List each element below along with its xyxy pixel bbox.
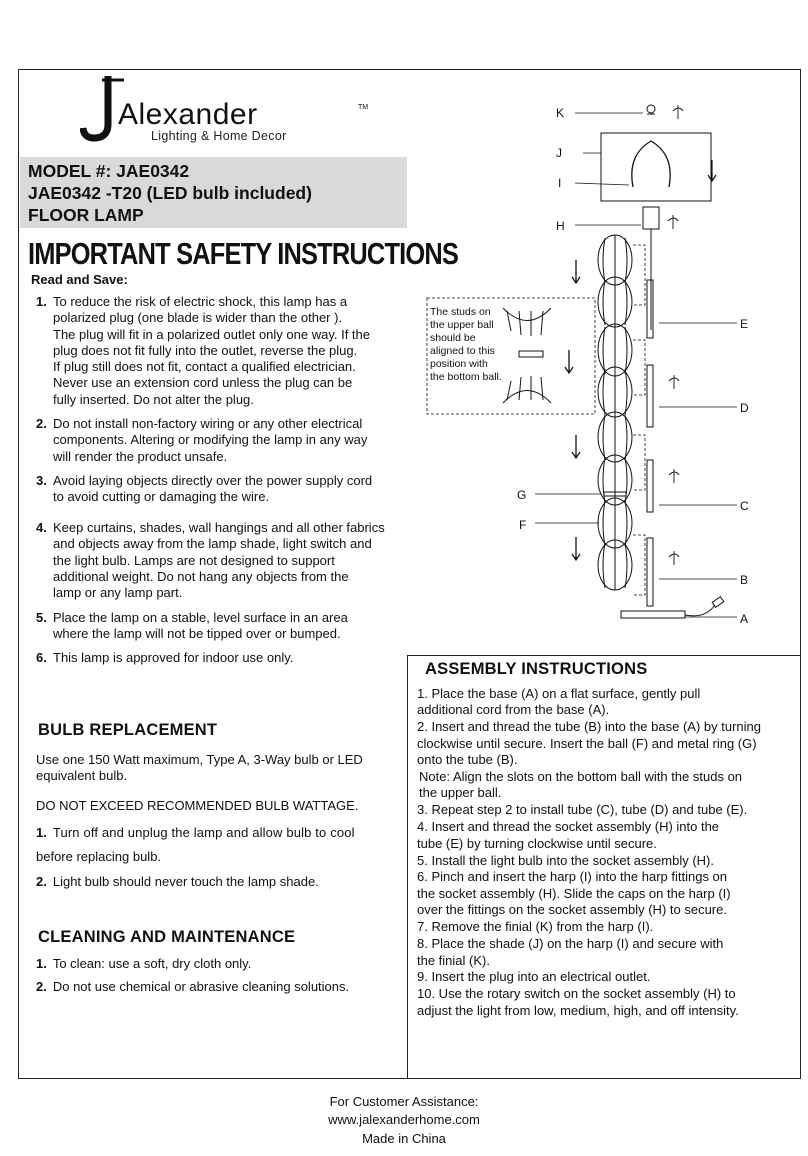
- bulb-title: BULB REPLACEMENT: [38, 721, 218, 739]
- step-text: Turn off and unplug the lamp and allow bulb to cool: [52, 825, 355, 840]
- cleaning-item: [36, 956, 251, 971]
- logo-subtitle: Lighting & Home Decor: [151, 129, 287, 143]
- assembly-steps: [417, 686, 797, 1020]
- footer-origin: Made in China: [362, 1131, 446, 1146]
- tube-d: [647, 365, 653, 427]
- item-text: To reduce the risk of electric shock, this lamp has a polarized plug (one blade is wider than the other ). The plug will fit in a polarized outlet only one way. If the plug does not fit fully into the outlet, reverse the plug. If plug still does not fit, contact a qualified electrician. Never use an extension cord unless the plug can be fully inserted. Do not alter the plug.: [53, 294, 370, 407]
- brand-logo: [80, 76, 380, 146]
- assembly-step: 9. Insert the plug into an electrical outlet.: [417, 969, 651, 985]
- item-number: 5.: [36, 610, 47, 625]
- logo-trademark: TM: [358, 104, 369, 111]
- safety-item: [36, 294, 408, 408]
- assembly-step: 4. Insert and thread the socket assembly (H) into the tube (E) by turning clockwise until secure.: [417, 819, 720, 851]
- label-i: I: [558, 176, 562, 190]
- label-d: D: [740, 401, 749, 415]
- bulb-step: [36, 874, 319, 889]
- assembly-note: Note: Align the slots on the bottom ball with the studs on the upper ball.: [419, 769, 743, 801]
- assembly-step: 1. Place the base (A) on a flat surface, gently pull additional cord from the base (A).: [417, 686, 701, 718]
- assembly-step: 10. Use the rotary switch on the socket assembly (H) to adjust the light from low, medium, high, and off intensity.: [417, 986, 739, 1018]
- bulb-step-cont: before replacing bulb.: [36, 849, 162, 864]
- safety-item: [36, 650, 408, 666]
- label-b: B: [740, 573, 749, 587]
- assembly-step: 3. Repeat step 2 to install tube (C), tube (D) and tube (E).: [417, 802, 748, 818]
- item-text: To clean: use a soft, dry cloth only.: [52, 956, 252, 971]
- cleaning-item: [36, 979, 349, 994]
- product-type: FLOOR LAMP: [28, 205, 144, 225]
- label-c: C: [740, 499, 749, 513]
- step-number: 1.: [36, 825, 47, 840]
- column-divider: [407, 655, 408, 1079]
- harp-i: [632, 141, 670, 187]
- item-number: 6.: [36, 650, 47, 665]
- footer-assistance: For Customer Assistance:: [329, 1094, 479, 1109]
- safety-title: IMPORTANT SAFETY INSTRUCTIONS: [28, 236, 459, 271]
- model-variant: JAE0342 -T20 (LED bulb included): [28, 183, 312, 203]
- cleaning-title: CLEANING AND MAINTENANCE: [38, 928, 296, 946]
- item-text: Do not install non-factory wiring or any other electrical components. Altering or modifying the lamp in any way will render the product unsafe.: [53, 416, 368, 464]
- item-text: Avoid laying objects directly over the power supply cord to avoid cutting or damaging the wire.: [53, 473, 373, 505]
- item-number: 2.: [36, 979, 47, 994]
- ball-set-bottom: [598, 498, 632, 590]
- assembly-title: ASSEMBLY INSTRUCTIONS: [425, 660, 648, 678]
- bulb-warning: DO NOT EXCEED RECOMMENDED BULB WATTAGE.: [36, 798, 359, 813]
- item-text: Place the lamp on a stable, level surface in an area where the lamp will not be tipped over or bumped.: [53, 610, 348, 642]
- item-text: Keep curtains, shades, wall hangings and all other fabrics and objects away from the lamp shade, light switch and the light bulb. Lamps are not designed to support additional weight. Do not hang any objects from the lamp or any lamp part.: [53, 520, 385, 601]
- label-e: E: [740, 317, 749, 331]
- assembly-step: 8. Place the shade (J) on the harp (I) and secure with the finial (K).: [417, 936, 724, 968]
- tube-b: [647, 538, 653, 606]
- item-text: This lamp is approved for indoor use only.: [53, 650, 294, 665]
- assembly-step: 7. Remove the finial (K) from the harp (I).: [417, 919, 654, 935]
- stud-alignment-note: The studs on the upper ball should be aligned to this position with the bottom ball.: [430, 306, 502, 383]
- step-number: 2.: [36, 874, 47, 889]
- ball-set-2: [598, 324, 632, 417]
- bulb-intro: Use one 150 Watt maximum, Type A, 3-Way bulb or LED equivalent bulb.: [36, 752, 363, 784]
- item-number: 3.: [36, 473, 47, 488]
- base-a: [621, 611, 685, 618]
- item-number: 1.: [36, 956, 47, 971]
- socket-h: [643, 207, 659, 229]
- item-text: Do not use chemical or abrasive cleaning solutions.: [52, 979, 350, 994]
- model-box: [20, 157, 407, 228]
- label-h: H: [556, 219, 565, 233]
- label-j: J: [556, 146, 562, 160]
- label-g: G: [517, 488, 527, 502]
- item-number: 1.: [36, 294, 47, 309]
- bulb-step: [36, 825, 355, 840]
- model-number: MODEL #: JAE0342: [28, 161, 190, 181]
- step-text: Light bulb should never touch the lamp shade.: [52, 874, 319, 889]
- assembly-step: 2. Insert and thread the tube (B) into the base (A) by turning clockwise until secure. Insert the ball (F) and metal ring (G) onto the tube (B).: [417, 719, 761, 768]
- safety-item: [36, 610, 408, 643]
- ball-set-3: [598, 412, 632, 505]
- tube-c: [647, 460, 653, 512]
- item-number: 2.: [36, 416, 47, 431]
- finial-k: [647, 105, 655, 113]
- label-k: K: [556, 106, 565, 120]
- safety-item: [36, 416, 408, 465]
- item-number: 4.: [36, 520, 47, 535]
- read-and-save: Read and Save:: [31, 272, 128, 287]
- logo-name: Alexander: [118, 98, 258, 131]
- label-f: F: [519, 518, 527, 532]
- rotate-icon: [673, 105, 683, 119]
- shade-j: [601, 133, 711, 201]
- safety-item: [36, 520, 408, 601]
- assembly-step: 5. Install the light bulb into the socket assembly (H).: [417, 852, 714, 868]
- label-a: A: [740, 612, 749, 626]
- ball-set-top: [598, 235, 632, 327]
- assembly-divider: [407, 655, 801, 656]
- footer-website[interactable]: www.jalexanderhome.com: [328, 1112, 480, 1127]
- assembly-step: 6. Pinch and insert the harp (I) into the harp fittings on the socket assembly (H). Slide the caps on the harp (I) over the fittings on the socket assembly (H) to secure.: [417, 869, 731, 918]
- safety-item: [36, 473, 408, 506]
